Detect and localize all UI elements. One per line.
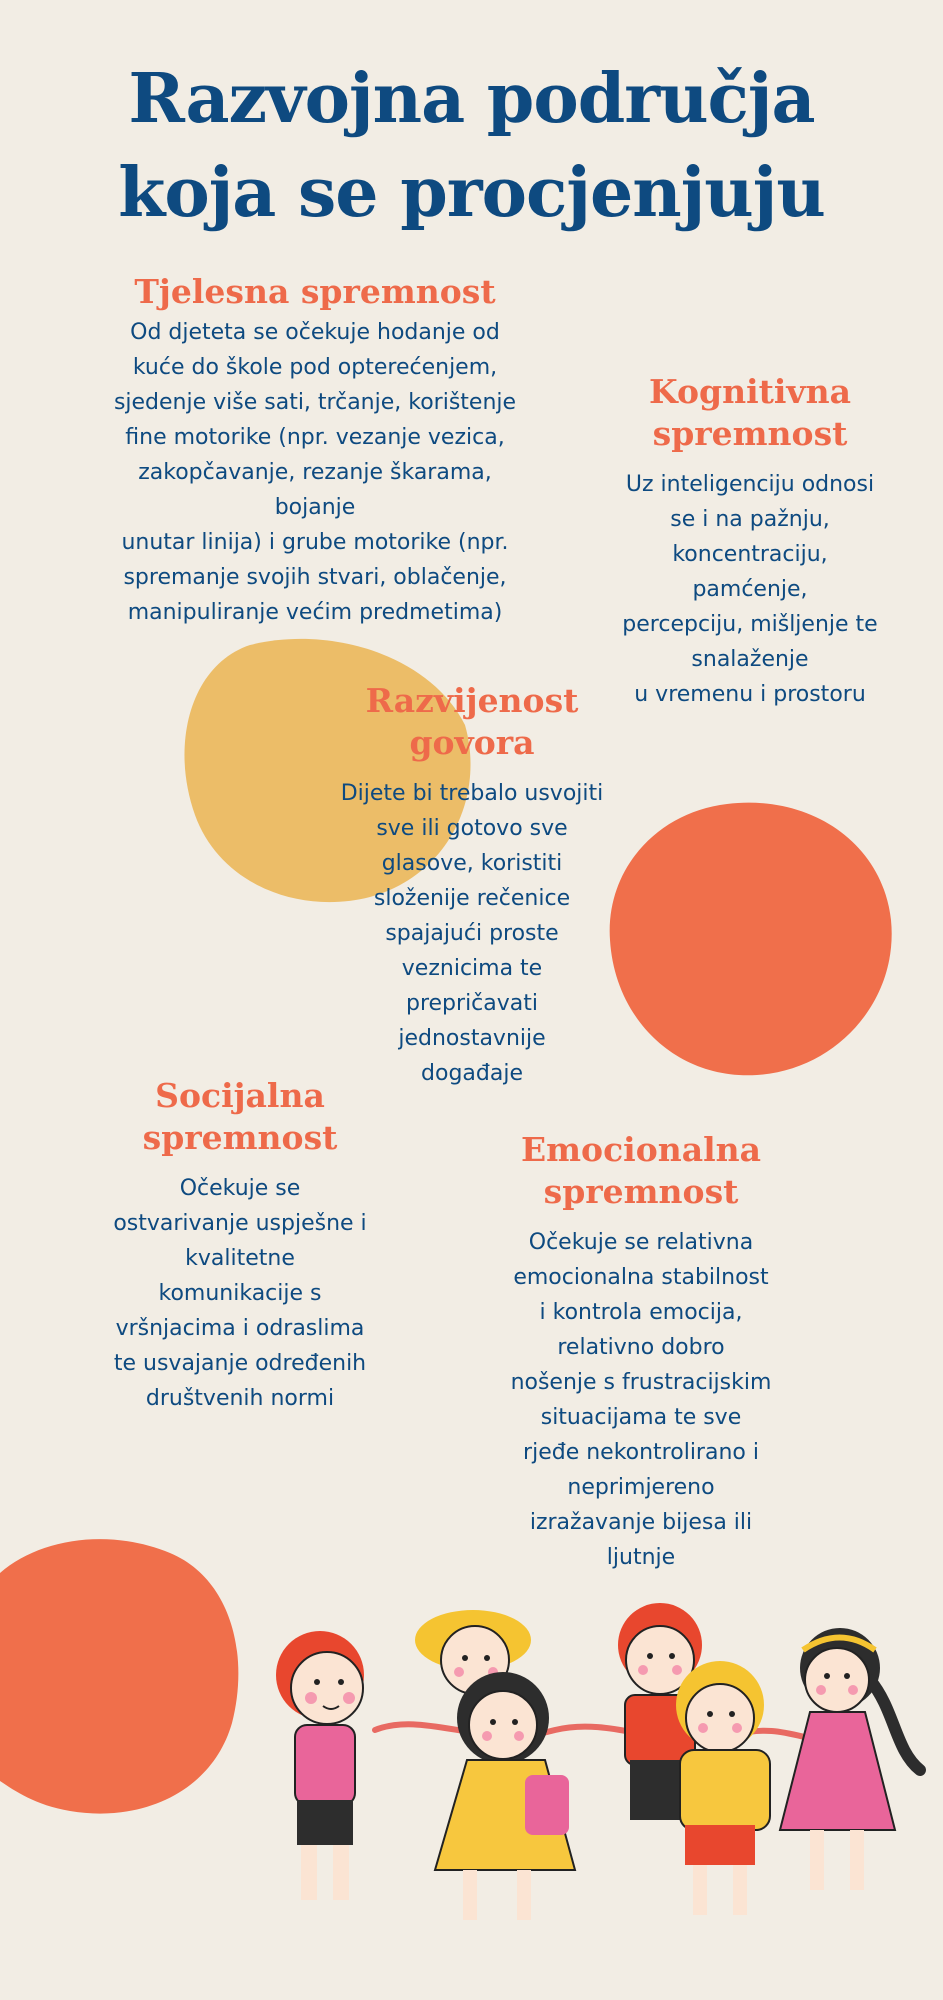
section-heading: Emocionalna spremnost (520, 1130, 761, 1211)
holding-hands-line (375, 1724, 855, 1742)
section-physical-readiness (80, 271, 550, 630)
section-heading: Razvijenost govora (365, 681, 579, 762)
section-text: Dijete bi trebalo usvojiti sve ili gotovo sve glasove, koristiti složenije rečenice spajajući proste veznicima te prepričavati jednostavnije događaje (340, 781, 604, 1086)
section-text: Očekuje se relativna emocionalna stabilnost i kontrola emocija, relativno dobro nošenje s frustracijskim situacijama te sve rjeđe nekontrolirano i neprimjereno izražavanje bijesa ili ljutnje (510, 1230, 772, 1570)
section-heading: Kognitivna spremnost (649, 372, 851, 453)
orange-blob-bottom-left (0, 1533, 245, 1818)
section-emotional-readiness (480, 1129, 802, 1575)
section-social-readiness (90, 1075, 390, 1416)
child-blonde-boy-yellow-shirt (676, 1661, 770, 1915)
section-text: Očekuje se ostvarivanje uspješne i kvalitetne komunikacije s vršnjacima i odraslima te usvajanje određenih društvenih normi (113, 1176, 367, 1411)
child-dark-hair-yellow-dress (435, 1672, 575, 1920)
child-black-braid-pink-dress (780, 1628, 920, 1890)
section-speech-development (322, 680, 622, 1091)
section-heading: Socijalna spremnost (142, 1076, 338, 1157)
section-text: Uz inteligenciju odnosi se i na pažnju, koncentraciju, pamćenje, percepciju, mišljenje te snalaženje u vremenu i prostoru (622, 472, 878, 707)
orange-blob-right (607, 800, 895, 1077)
section-heading: Tjelesna spremnost (134, 272, 496, 311)
child-red-hair-pink-shirt (276, 1631, 364, 1900)
section-text: Od djeteta se očekuje hodanje od kuće do škole pod opterećenjem, sjedenje više sati, trčanje, korištenje fine motorike (npr. vezanje vezica, zakopčavanje, rezanje škarama, bojanje unutar linija) i grube motorike (npr. spremanje svojih stvari, oblačenje, manipuliranje većim predmetima) (113, 320, 517, 625)
page-title: Razvojna područja koja se procjenjuju (118, 59, 825, 233)
children-playing-illustration (255, 1600, 935, 1960)
section-cognitive-readiness (595, 371, 905, 712)
